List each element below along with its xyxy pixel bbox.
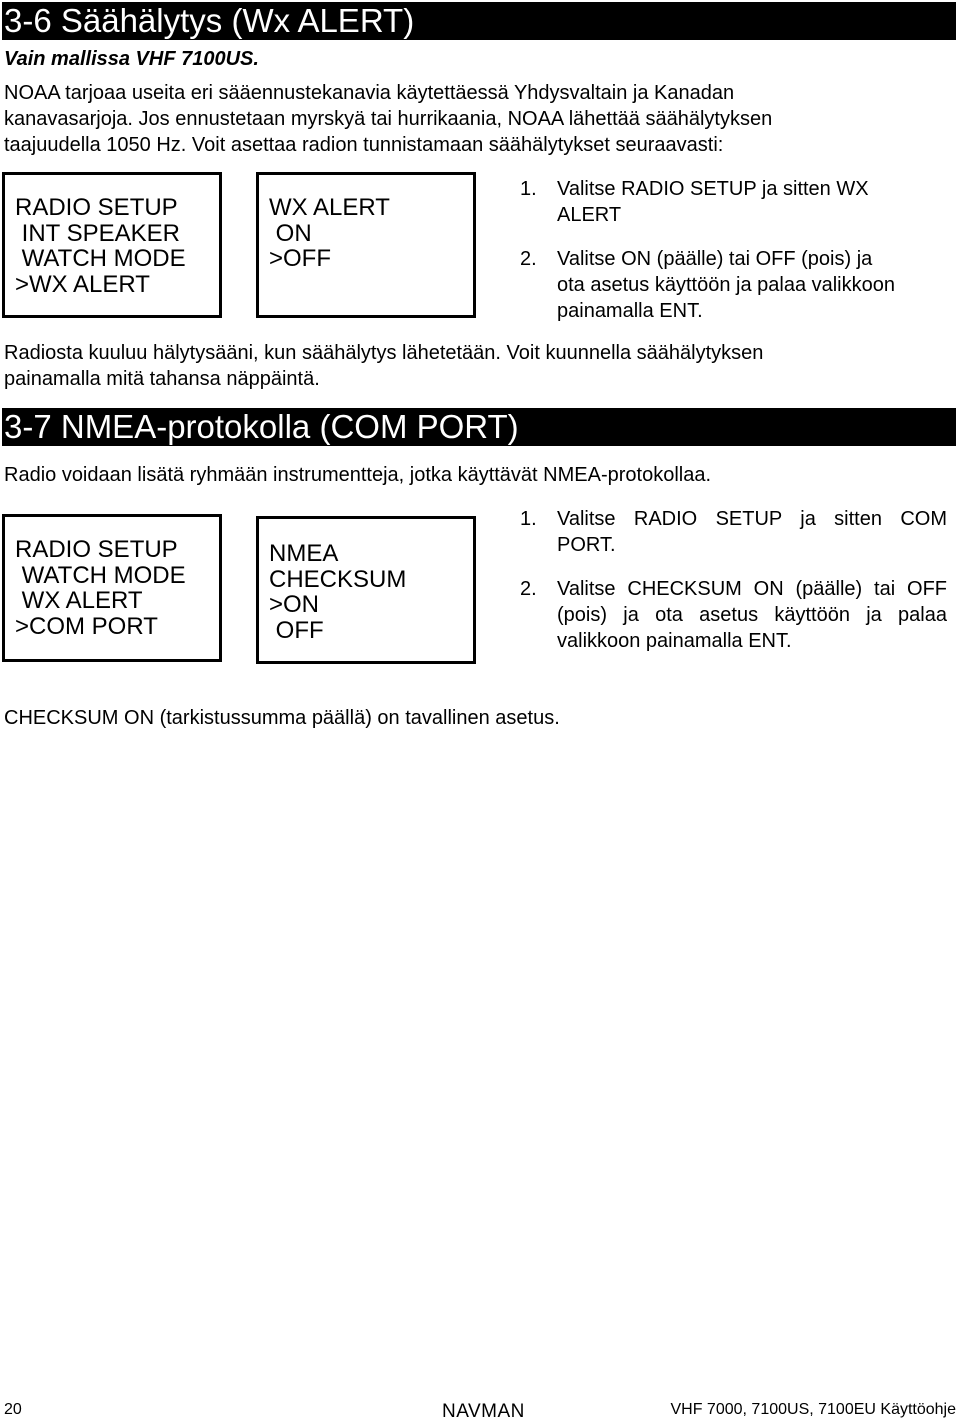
wx-alert-option-display xyxy=(256,172,476,318)
intro-line-3: taajuudella 1050 Hz. Voit asettaa radion tunnistamaan säähälytykset seuraavasti: xyxy=(4,134,724,156)
step-number: 1. xyxy=(520,508,537,530)
display-line: INT SPEAKER xyxy=(15,219,180,247)
section-heading-nmea: 3-7 NMEA-protokolla (COM PORT) xyxy=(2,408,956,446)
wx-alert-steps xyxy=(520,176,950,324)
display-line: CHECKSUM xyxy=(269,565,407,593)
display-line: RADIO SETUP xyxy=(15,536,178,563)
step-text-line: painamalla ENT. xyxy=(557,300,703,322)
display-line: WATCH MODE xyxy=(15,561,186,589)
model-note: Vain mallissa VHF 7100US. xyxy=(4,48,259,70)
step-item xyxy=(520,246,950,324)
step-text-line: ALERT xyxy=(557,204,622,226)
page-number: 20 xyxy=(4,1401,22,1418)
step-text-line: ota asetus käyttöön ja palaa valikkoon xyxy=(557,274,895,296)
step-text-line: Valitse ON (päälle) tai OFF (pois) ja xyxy=(557,248,873,270)
display-line: ON xyxy=(269,219,312,247)
alert-info-line-2: painamalla mitä tahansa näppäintä. xyxy=(4,368,320,390)
display-line: WX ALERT xyxy=(269,194,390,221)
intro-line-1: NOAA tarjoaa useita eri sääennustekanavia käytettäessä Yhdysvaltain ja Kanadan xyxy=(4,82,735,104)
step-number: 1. xyxy=(520,178,537,200)
manual-title: VHF 7000, 7100US, 7100EU Käyttöohje xyxy=(670,1401,956,1418)
step-item xyxy=(520,176,950,228)
intro-line-2: kanavasarjoja. Jos ennustetaan myrskyä tai hurrikaania, NOAA lähettää säähälytyksen xyxy=(4,108,773,130)
display-line: >OFF xyxy=(269,245,332,273)
step-item xyxy=(520,506,947,558)
display-line: >COM PORT xyxy=(15,612,158,640)
step-number: 2. xyxy=(520,248,537,270)
radio-setup-menu-display xyxy=(2,172,222,318)
display-line: WX ALERT xyxy=(15,587,143,615)
alert-info-line-1: Radiosta kuuluu hälytysääni, kun säähälytys lähetetään. Voit kuunnella säähälytyksen xyxy=(4,342,764,364)
display-line: RADIO SETUP xyxy=(15,194,178,221)
display-line: >ON xyxy=(269,591,320,619)
nmea-intro: Radio voidaan lisätä ryhmään instrumentteja, jotka käyttävät NMEA-protokollaa. xyxy=(4,464,712,486)
step-text-line: Valitse RADIO SETUP ja sitten WX xyxy=(557,178,869,200)
radio-setup-menu-display-2 xyxy=(2,514,222,662)
brand-logo: NAVMAN xyxy=(442,1401,525,1422)
nmea-steps xyxy=(520,506,947,654)
step-text: Valitse CHECKSUM ON (päälle) tai OFF (pois) ja ota asetus käyttöön ja palaa valikkoon painamalla ENT. xyxy=(557,578,947,652)
section-heading-wx-alert: 3-6 Säähälytys (Wx ALERT) xyxy=(2,2,956,40)
step-text: Valitse RADIO SETUP ja sitten COM PORT. xyxy=(557,508,947,556)
display-line: NMEA xyxy=(269,540,339,567)
checksum-note: CHECKSUM ON (tarkistussumma päällä) on tavallinen asetus. xyxy=(4,707,560,729)
display-line: WATCH MODE xyxy=(15,245,186,273)
nmea-checksum-option-display xyxy=(256,516,476,664)
display-line: OFF xyxy=(269,616,324,644)
step-number: 2. xyxy=(520,578,537,600)
display-line: >WX ALERT xyxy=(15,270,150,298)
step-item xyxy=(520,576,947,654)
